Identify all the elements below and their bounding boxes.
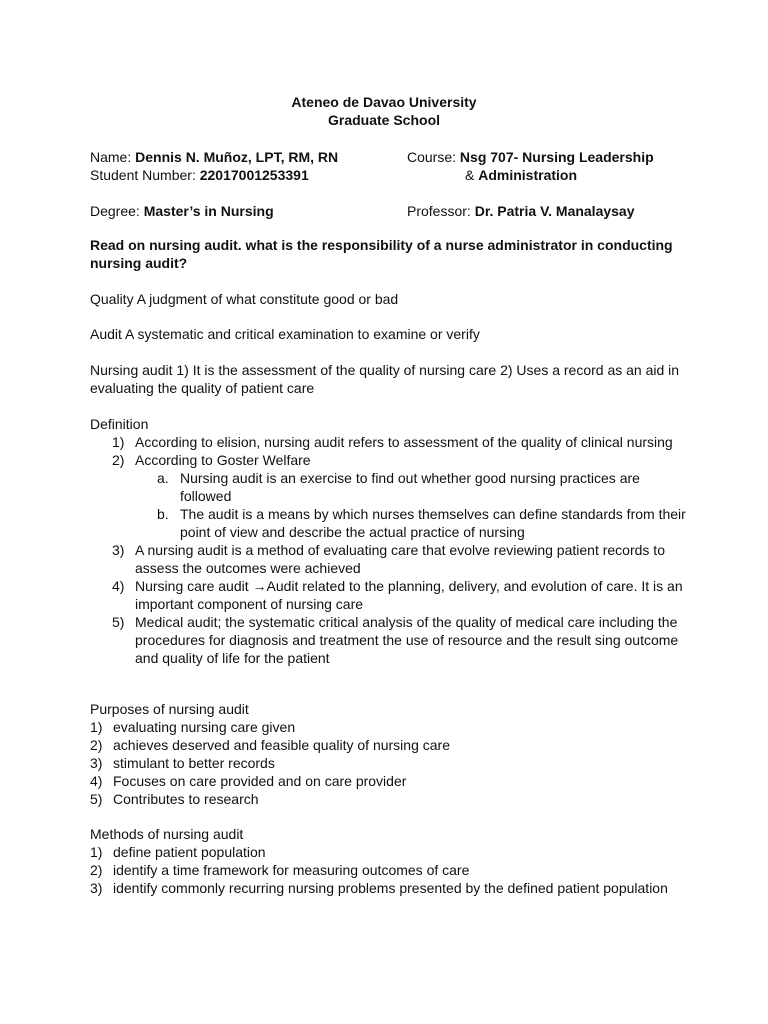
list-text: define patient population — [113, 844, 266, 860]
degree-value: Master’s in Nursing — [143, 203, 274, 219]
professor-value: Dr. Patria V. Manalaysay — [474, 203, 635, 219]
list-item — [90, 843, 680, 861]
definition-sub-list — [135, 469, 690, 541]
name-value: Dennis N. Muñoz, LPT, RM, RN — [135, 149, 339, 165]
list-number: 2) — [90, 862, 103, 878]
definition-section — [90, 415, 690, 667]
list-text: identify commonly recurring nursing problems presented by the defined patient population — [113, 880, 668, 896]
list-number: 4) — [90, 773, 103, 789]
course-line — [407, 148, 654, 166]
nursing-audit-paragraph: Nursing audit 1) It is the assessment of the quality of nursing care 2) Uses a record as an aid in evaluating the quality of patient care — [90, 362, 680, 396]
purposes-section — [90, 700, 680, 808]
list-item — [90, 541, 690, 577]
list-item — [90, 433, 690, 451]
document-header — [0, 93, 768, 129]
methods-heading: Methods of nursing audit — [90, 826, 244, 842]
course-value-2: Administration — [478, 167, 578, 183]
degree-line — [90, 202, 274, 220]
sub-list-item — [135, 469, 690, 505]
list-number: 4) — [112, 578, 125, 594]
list-item — [90, 879, 680, 897]
school-name: Graduate School — [327, 112, 441, 128]
list-text: identify a time framework for measuring outcomes of care — [113, 862, 470, 878]
sub-list-letter: b. — [157, 506, 169, 522]
list-item — [90, 577, 690, 613]
definition-list — [90, 433, 690, 667]
list-text: According to elision, nursing audit refers to assessment of the quality of clinical nursing — [135, 434, 673, 450]
methods-list — [90, 843, 680, 897]
student-number-value: 22017001253391 — [199, 167, 309, 183]
list-text: stimulant to better records — [113, 755, 275, 771]
university-name: Ateneo de Davao University — [291, 94, 477, 110]
student-number-line — [90, 166, 309, 184]
list-text: Nursing care audit →Audit related to the planning, delivery, and evolution of care. It is an important component of nursing care — [135, 578, 683, 612]
course-line-2 — [465, 166, 577, 184]
professor-label: Professor: — [407, 203, 471, 219]
list-text: Contributes to research — [113, 791, 259, 807]
list-number: 3) — [90, 755, 103, 771]
list-item — [90, 861, 680, 879]
list-text: Medical audit; the systematic critical analysis of the quality of medical care including the procedures for diagnosis and treatment the use of resource and the result sing outcome and quality of life for the patient — [135, 614, 679, 666]
list-number: 5) — [112, 614, 125, 630]
list-text: A nursing audit is a method of evaluating care that evolve reviewing patient records to assess the outcomes were achieved — [135, 542, 665, 576]
sub-list-text: Nursing audit is an exercise to find out whether good nursing practices are followed — [180, 470, 640, 504]
assignment-question: Read on nursing audit. what is the responsibility of a nurse administrator in conducting nursing audit? — [90, 237, 673, 271]
list-number: 1) — [90, 719, 103, 735]
purposes-heading: Purposes of nursing audit — [90, 701, 249, 717]
list-number: 3) — [112, 542, 125, 558]
list-item — [90, 790, 680, 808]
course-value: Nsg 707- Nursing Leadership — [459, 149, 654, 165]
list-item — [90, 718, 680, 736]
list-text: Focuses on care provided and on care provider — [113, 773, 407, 789]
list-number: 2) — [90, 737, 103, 753]
list-number: 3) — [90, 880, 103, 896]
list-number: 2) — [112, 452, 125, 468]
purposes-list — [90, 718, 680, 808]
name-line — [90, 148, 338, 166]
sub-list-item — [135, 505, 690, 541]
course-ampersand: & — [465, 167, 475, 183]
list-text: evaluating nursing care given — [113, 719, 296, 735]
list-item — [90, 736, 680, 754]
student-number-label: Student Number: — [90, 167, 196, 183]
list-item — [90, 772, 680, 790]
definition-heading: Definition — [90, 416, 149, 432]
list-number: 1) — [112, 434, 125, 450]
list-item — [90, 613, 690, 667]
methods-section — [90, 825, 680, 897]
course-label: Course: — [407, 149, 457, 165]
list-text: According to Goster Welfare — [135, 452, 311, 468]
audit-paragraph: Audit A systematic and critical examination to examine or verify — [90, 326, 480, 342]
degree-label: Degree: — [90, 203, 140, 219]
professor-line — [407, 202, 635, 220]
list-item — [90, 754, 680, 772]
list-number: 1) — [90, 844, 103, 860]
list-text: achieves deserved and feasible quality of nursing care — [113, 737, 450, 753]
list-number: 5) — [90, 791, 103, 807]
list-item — [90, 451, 690, 541]
sub-list-text: The audit is a means by which nurses themselves can define standards from their point of view and describe the actual practice of nursing — [180, 506, 686, 540]
name-label: Name: — [90, 149, 132, 165]
quality-paragraph: Quality A judgment of what constitute good or bad — [90, 291, 399, 307]
sub-list-letter: a. — [157, 470, 169, 486]
